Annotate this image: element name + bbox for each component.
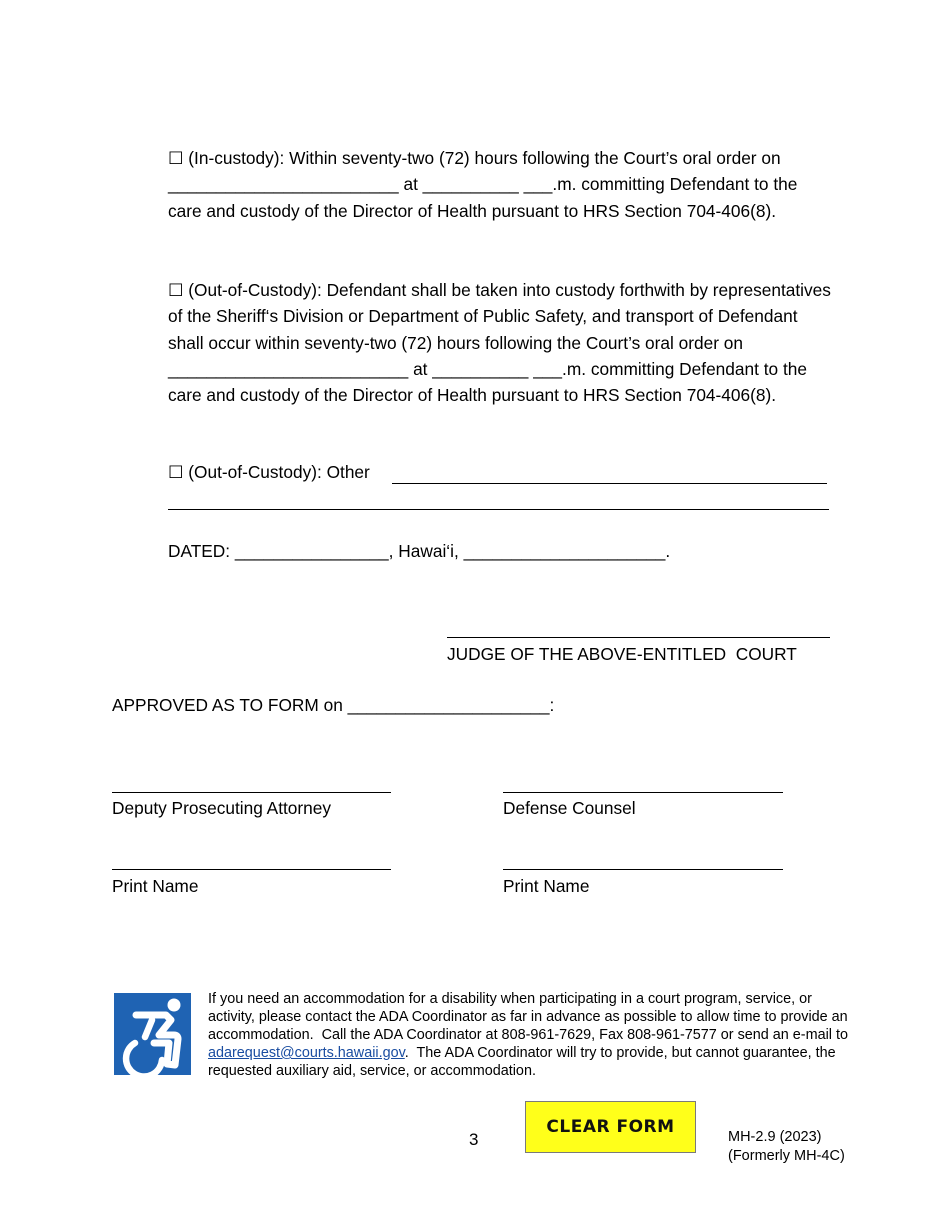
defense-print-name-line[interactable] — [503, 869, 783, 870]
ada-notice-text: If you need an accommodation for a disability when participating in a court program, service, or activity, please contact the ADA Coordinator as far in advance as possible to allow time to provide an accommodation. Call the ADA Coordinator at 808-961-7629, Fax 808-961-7577 or send an e-mail to — [208, 991, 852, 1043]
prosecutor-print-name-label: Print Name — [112, 876, 199, 896]
out-of-custody-transport-option[interactable]: ☐ (Out-of-Custody): Defendant shall be taken into custody forthwith by representatives of the Sheriff‘s Division or Department of Public Safety, and transport of Defendant shall occur within seventy-two (72) hours following the Court’s oral order on _________________________ at __________ ___.m. committing Defendant to the care and custody of the Director of Health pursuant to HRS Section 704-406(8). — [168, 280, 836, 406]
ada-email-link[interactable]: adarequest@courts.hawaii.gov — [208, 1045, 405, 1061]
judge-label: JUDGE OF THE ABOVE-ENTITLED COURT — [447, 644, 797, 664]
form-number: MH-2.9 (2023) — [728, 1129, 822, 1145]
other-blank-line-2[interactable] — [168, 509, 829, 510]
approved-as-to-form-line: APPROVED AS TO FORM on _____________________: — [112, 695, 555, 715]
dated-line: DATED: ________________, Hawai‘i, _____________________. — [168, 541, 671, 561]
formerly-code: (Formerly MH-4C) — [728, 1148, 845, 1164]
prosecutor-signature-line[interactable] — [112, 792, 391, 793]
other-blank-line-1[interactable] — [392, 483, 827, 484]
judge-signature-line[interactable] — [447, 637, 830, 638]
page-number: 3 — [469, 1130, 479, 1149]
out-of-custody-other-option[interactable]: ☐ (Out-of-Custody): Other — [168, 462, 370, 482]
prosecutor-print-name-line[interactable] — [112, 869, 391, 870]
ada-notice — [208, 990, 852, 1080]
defense-label: Defense Counsel — [503, 798, 636, 818]
clear-form-button[interactable]: CLEAR FORM — [525, 1101, 696, 1153]
in-custody-option[interactable]: ☐ (In-custody): Within seventy-two (72) hours following the Court’s oral order on ________________________ at __________ ___.m. committing Defendant to the care and custody of the Director of Health pursuant to HRS Section 704-406(8). — [168, 148, 803, 221]
accessibility-icon — [114, 993, 191, 1075]
ada-notice-text-end: . The ADA Coordinator will try to provide, but cannot guarantee, the requested auxiliary aid, service, or accommodation. — [208, 1045, 840, 1079]
prosecutor-label: Deputy Prosecuting Attorney — [112, 798, 332, 818]
defense-signature-line[interactable] — [503, 792, 783, 793]
form-code — [728, 1128, 845, 1166]
defense-print-name-label: Print Name — [503, 876, 590, 896]
